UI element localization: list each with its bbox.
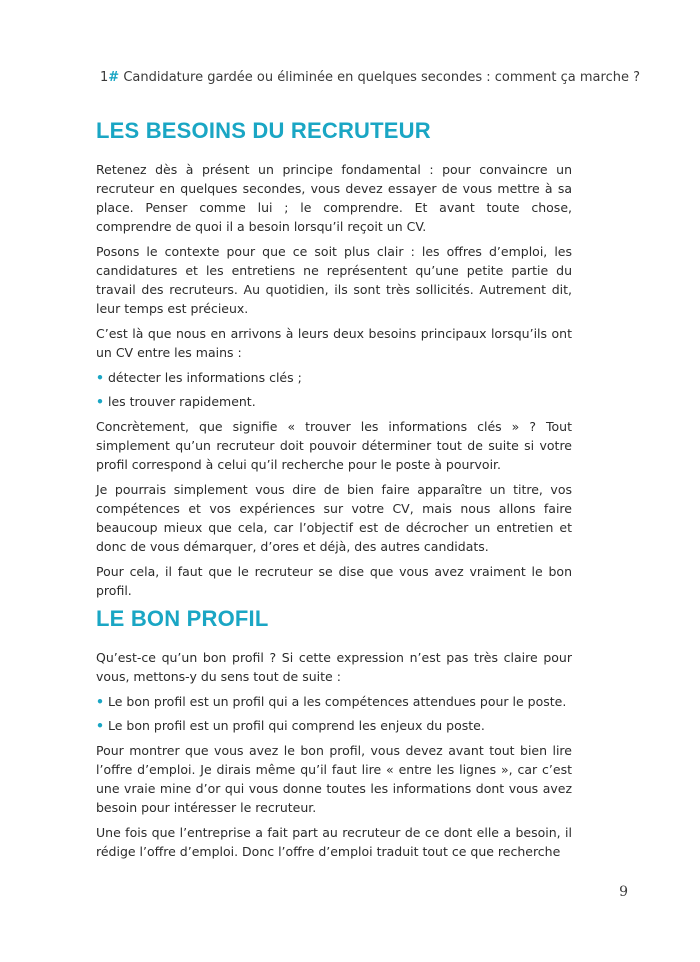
paragraph: C’est là que nous en arrivons à leurs deux besoins principaux lorsqu’ils ont un CV entre les mains :: [96, 326, 572, 360]
paragraph: Je pourrais simplement vous dire de bien faire apparaître un titre, vos compétences et vos expériences sur votre CV, mais nous allons faire beaucoup mieux que cela, car l’objectif est de décrocher un entretien et donc de vous démarquer, d’ores et déjà, des autres candidats.: [96, 482, 572, 554]
bullet-icon: •: [96, 394, 104, 409]
chapter-title: Candidature gardée ou éliminée en quelques secondes : comment ça marche ?: [123, 70, 640, 85]
paragraph: Pour montrer que vous avez le bon profil, vous devez avant tout bien lire l’offre d’emploi. Je dirais même qu’il faut lire « entre les lignes », car c’est une vraie mine d’or qui vous donne toutes les informations dont vous avez besoin pour intéresser le recruteur.: [96, 743, 572, 815]
paragraph: Pour cela, il faut que le recruteur se dise que vous avez vraiment le bon profil.: [96, 564, 572, 598]
bullet-icon: •: [96, 694, 104, 709]
chapter-hash: #: [108, 70, 120, 85]
list-item: • détecter les informations clés ;: [96, 370, 302, 385]
bullet-icon: •: [96, 370, 104, 385]
section-good-profile: [96, 606, 572, 867]
section-heading: LE BON PROFIL: [96, 606, 269, 631]
paragraph: Qu’est-ce qu’un bon profil ? Si cette expression n’est pas très claire pour vous, mettons-y du sens tout de suite :: [96, 650, 572, 684]
section-recruiter-needs: [96, 118, 572, 606]
paragraph: Retenez dès à présent un principe fondamental : pour convaincre un recruteur en quelques secondes, vous devez essayer de vous mettre à sa place. Penser comme lui ; le comprendre. Et avant toute chose, comprendre de quoi il a besoin lorsqu’il reçoit un CV.: [96, 162, 572, 234]
bullet-list: [96, 368, 572, 411]
paragraph: Posons le contexte pour que ce soit plus clair : les offres d’emploi, les candidatures et les entretiens ne représentent qu’une petite partie du travail des recruteurs. Au quotidien, ils sont très sollicités. Autrement dit, leur temps est précieux.: [96, 244, 572, 316]
paragraph: Une fois que l’entreprise a fait part au recruteur de ce dont elle a besoin, il rédige l’offre d’emploi. Donc l’offre d’emploi traduit tout ce que recherche: [96, 825, 572, 859]
bullet-icon: •: [96, 718, 104, 733]
list-item: • Le bon profil est un profil qui comprend les enjeux du poste.: [96, 718, 485, 733]
list-item: • les trouver rapidement.: [96, 394, 256, 409]
page-number: 9: [619, 884, 628, 900]
section-heading: LES BESOINS DU RECRUTEUR: [96, 118, 431, 143]
bullet-list: [96, 692, 572, 735]
running-header: [100, 70, 640, 85]
paragraph: Concrètement, que signifie « trouver les informations clés » ? Tout simplement qu’un recruteur doit pouvoir déterminer tout de suite si votre profil correspond à celui qu’il recherche pour le poste à pourvoir.: [96, 419, 572, 472]
chapter-number: 1: [99, 70, 109, 85]
list-item: • Le bon profil est un profil qui a les compétences attendues pour le poste.: [96, 694, 567, 709]
